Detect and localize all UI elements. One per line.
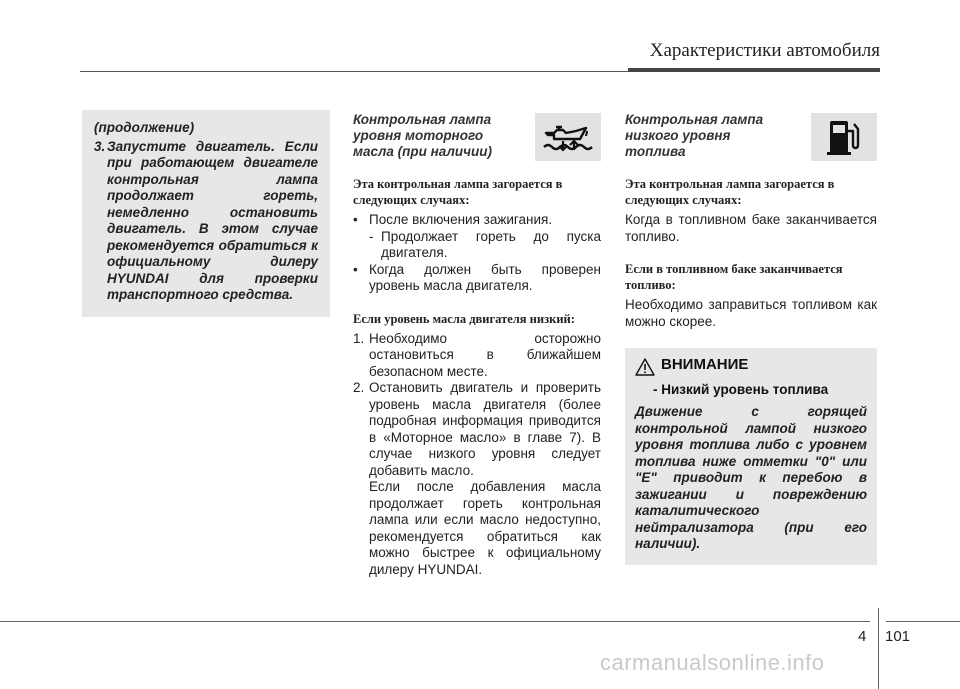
fuel-pump-icon-box [811, 113, 877, 161]
oil-bullet-1-text: После включения зажигания. [369, 212, 553, 227]
footer-rule-right [886, 621, 960, 622]
column-left [82, 110, 330, 317]
header-rule-accent [628, 68, 880, 72]
fuel-pump-icon [824, 117, 864, 157]
oil-step-1-text: Необходимо осторожно остановиться в ближайшем безопасном месте. [369, 330, 601, 379]
page-number: 101 [885, 628, 911, 645]
warning-subtitle: - Низкий уровень топлива [653, 382, 829, 397]
step-text: Запустите двигатель. Если при работающем двигателе контрольная лампа продолжает гореть, немедленно остановить двигатель. В этом случае рекомендуется обратиться к официальному дилеру HYUNDAI для проверки транспортного средства. [107, 138, 318, 302]
warning-title: ВНИМАНИЕ [661, 356, 749, 373]
oil-lamp-heading [353, 110, 601, 162]
fuel-lamp-heading [625, 110, 877, 162]
fuel-lamp-title: Контрольная лампа низкого уровня топлива [625, 112, 764, 159]
oil-level-icon [540, 119, 596, 155]
fuel-para-2: Необходимо заправиться топливом как можно скорее. [625, 297, 877, 329]
step-3 [94, 139, 318, 304]
oil-subhead-low: Если уровень масла двигателя низкий: [353, 311, 575, 326]
continued-note-box [82, 110, 330, 317]
chapter-number: 4 [858, 628, 867, 645]
warning-box [625, 348, 877, 565]
oil-subhead-cases: Эта контрольная лампа загорается в следующих случаях: [353, 177, 563, 207]
oil-step-2 [353, 380, 601, 479]
oil-level-icon-box [535, 113, 601, 161]
bullet-mark: • [353, 212, 358, 227]
step-number: 2. [353, 380, 365, 395]
fuel-para-1: Когда в топливном баке заканчивается топливо. [625, 212, 877, 244]
watermark: carmanualsonline.info [600, 650, 825, 675]
footer-rule [0, 621, 870, 622]
oil-lamp-title: Контрольная лампа уровня моторного масла (при наличии) [353, 112, 492, 159]
warning-body: Движение с горящей контрольной лампой низкого уровня топлива либо с уровнем топлива ниже отметки "0" или "E" приводит к перебою в зажигании и повреждению каталитического нейтрализатора (при его наличии). [635, 404, 867, 551]
oil-bullet-1-sub [353, 229, 601, 262]
oil-bullet-2-text: Когда должен быть проверен уровень масла двигателя. [369, 261, 601, 293]
oil-bullet-1 [353, 212, 601, 229]
dash-mark: - [369, 228, 374, 244]
oil-step-2-extra: Если после добавления масла продолжает гореть контрольная лампа или если масло недоступно, рекомендуется обратиться как можно быстрее к официальному дилеру HYUNDAI. [369, 479, 601, 577]
fuel-subhead-cases: Эта контрольная лампа загорается в следующих случаях: [625, 177, 835, 207]
oil-step-2-text: Остановить двигатель и проверить уровень масла двигателя (более подробная информация приводится в «Моторное масло» в главе 7). В случае низкого уровня следует добавить масло. [369, 380, 601, 478]
step-number: 1. [353, 330, 365, 346]
oil-step-1 [353, 331, 601, 381]
warning-triangle-icon [635, 356, 661, 381]
step-number: 3. [94, 138, 106, 154]
warning-header [635, 356, 867, 381]
column-middle [353, 110, 601, 578]
running-header-title: Характеристики автомобиля [649, 40, 880, 61]
oil-bullet-2 [353, 262, 601, 295]
bullet-mark: • [353, 261, 358, 277]
continued-label: (продолжение) [94, 120, 195, 135]
oil-bullet-1-sub-text: Продолжает гореть до пуска двигателя. [381, 228, 601, 260]
footer-divider [878, 608, 879, 689]
fuel-subhead-low: Если в топливном баке заканчивается топливо: [625, 262, 843, 292]
column-right [625, 110, 877, 565]
